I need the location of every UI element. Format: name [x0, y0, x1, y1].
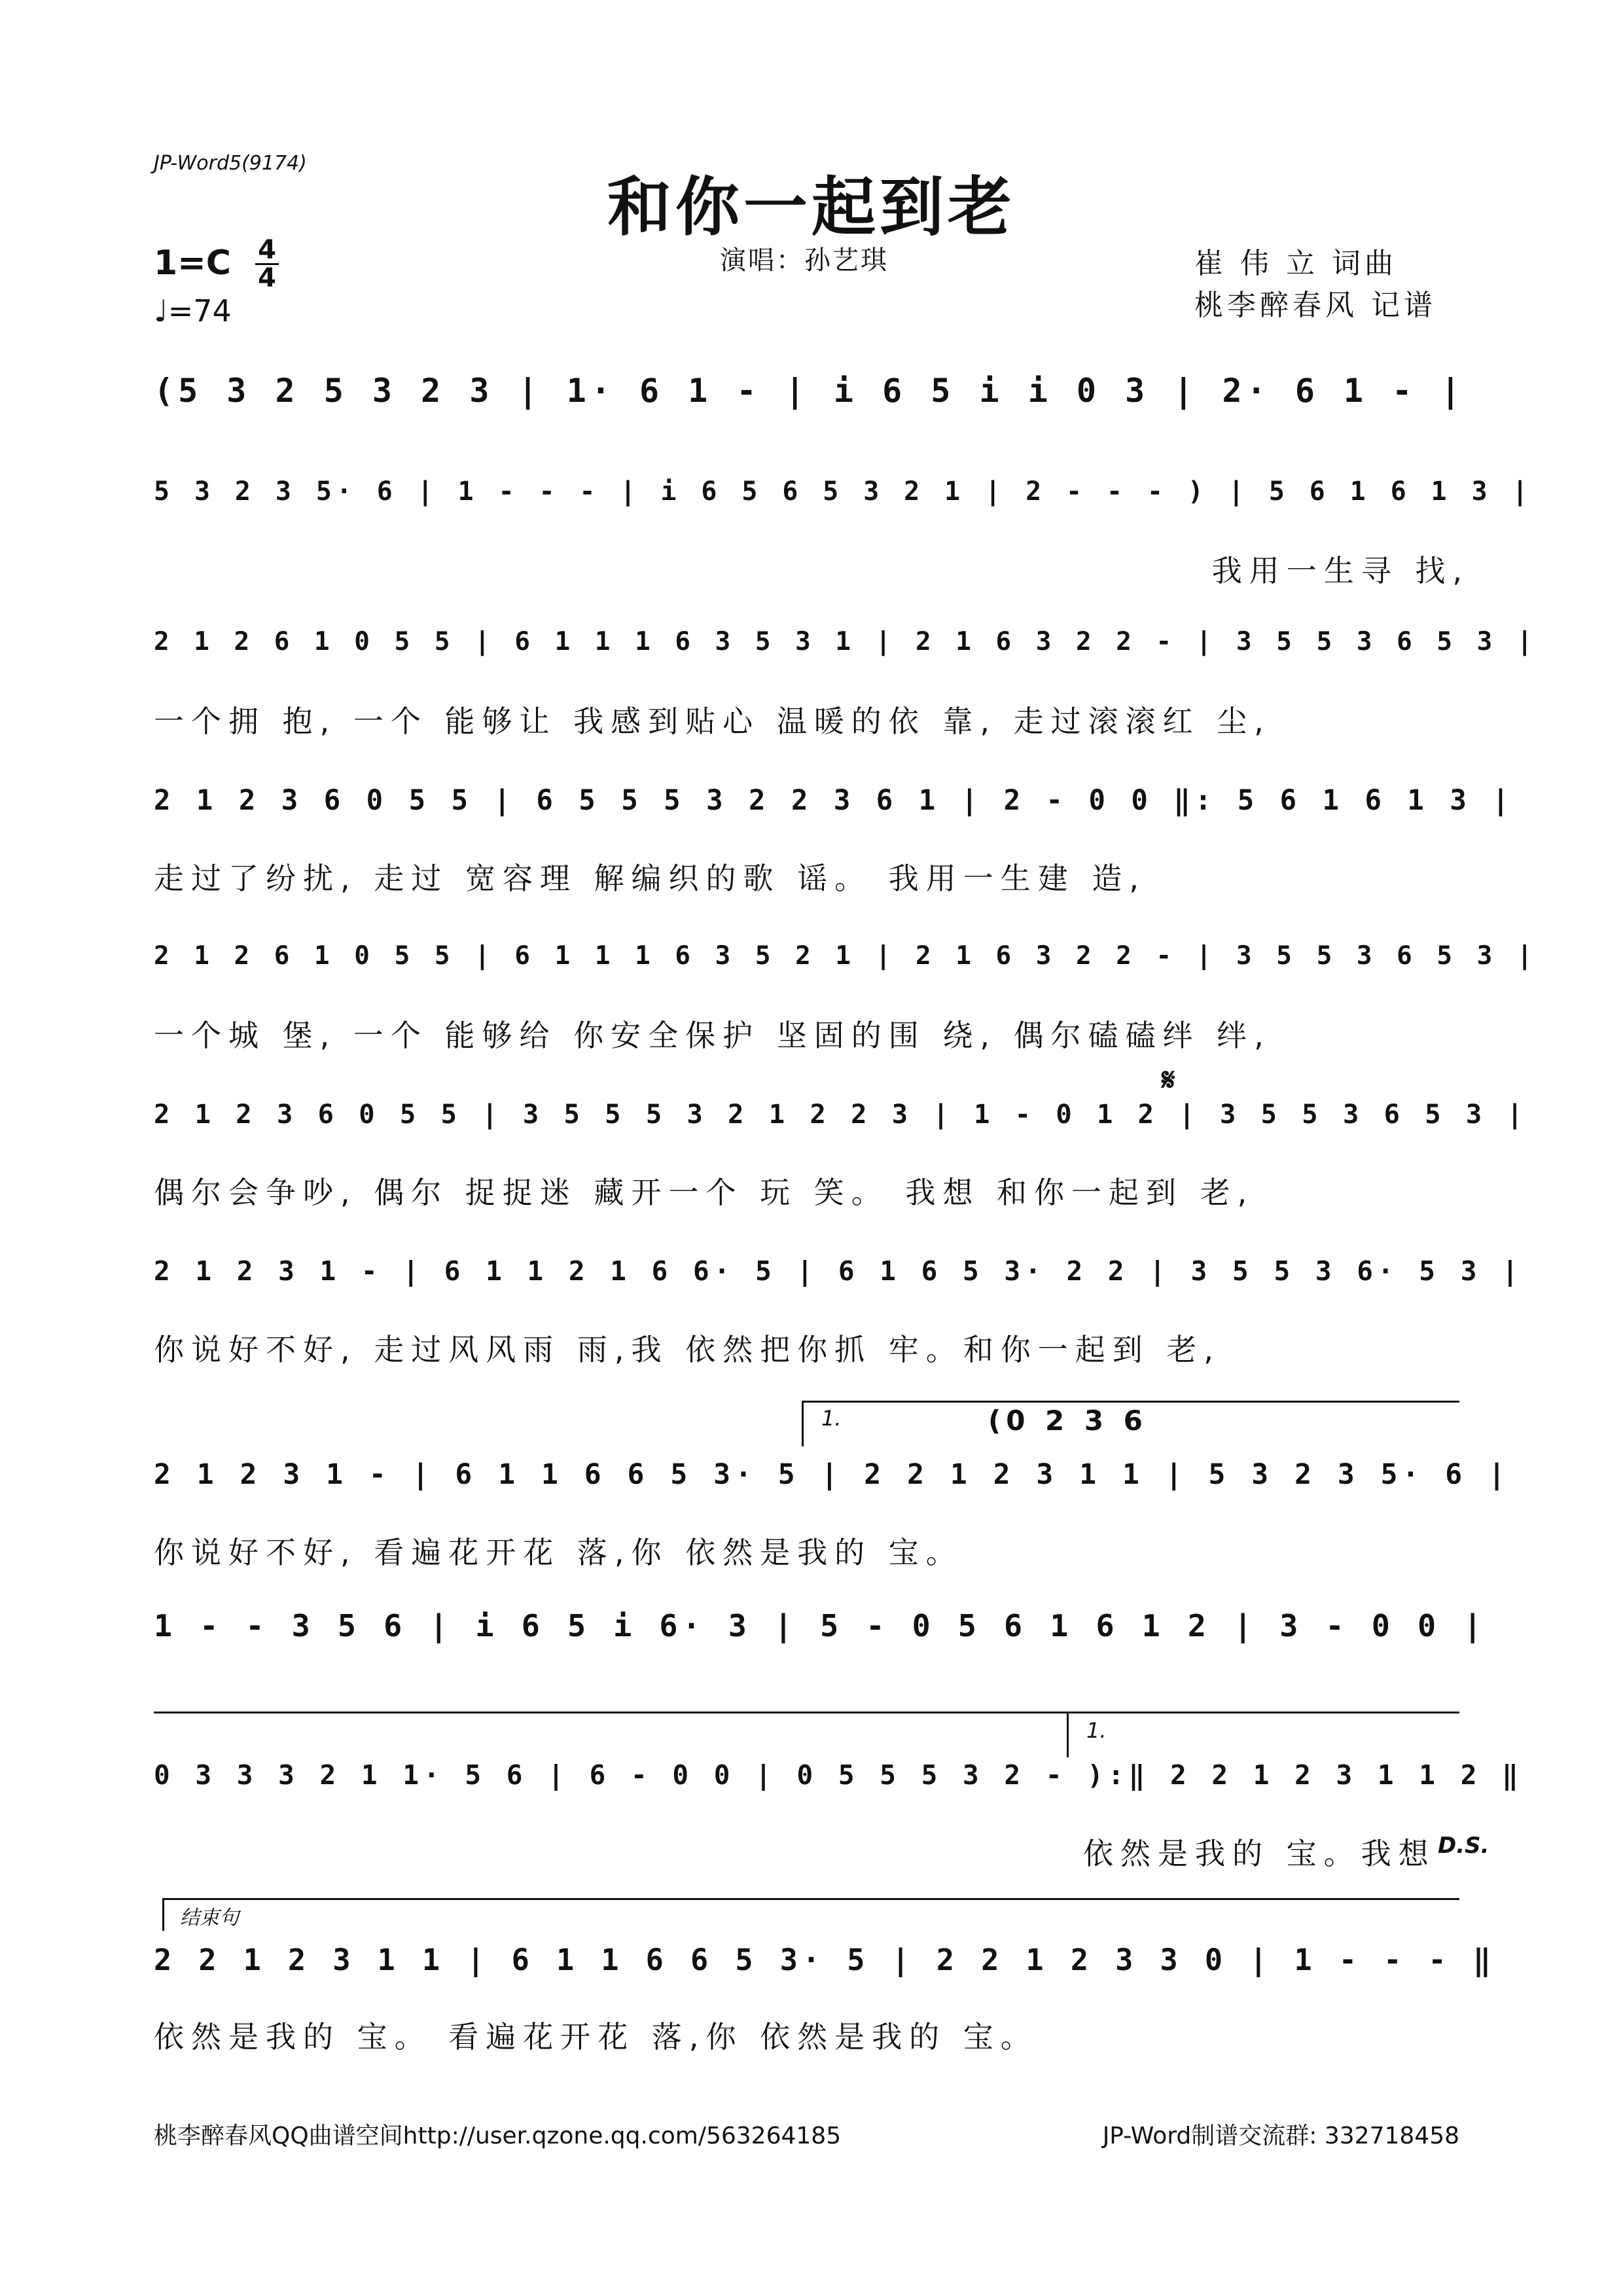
volta-label: 1.	[1086, 1718, 1107, 1743]
transcriber-credit: 桃李醉春风 记谱	[1194, 289, 1436, 322]
time-signature-bottom: 4	[258, 263, 276, 293]
lyrics-line: 一个拥 抱, 一个 能够让 我感到贴心 温暖的依 靠, 走过滚滚红 尘,	[154, 704, 1271, 739]
ending-bracket-top	[162, 1898, 1459, 1900]
ending-label: 结束句	[180, 1907, 239, 1929]
notes-line: 2 1 2 3 6 0 5 5 | 6 5 5 5 3 2 2 3 6 1 | 2 - 0 0 ‖: 5 6 1 6 1 3 |	[154, 784, 1514, 816]
notes-line: (5 3 2 5 3 2 3 | 1· 6 1 - | i 6 5 i i 0 3 | 2· 6 1 - |	[154, 372, 1465, 410]
song-title: 和你一起到老	[607, 170, 1016, 245]
time-signature-top: 4	[258, 235, 276, 265]
lyrics-line: 偶尔会争吵, 偶尔 捉捉迷 藏开一个 玩 笑。 我想 和你一起到 老,	[154, 1175, 1255, 1210]
lyricist-composer-credit: 崔 伟 立 词曲	[1194, 247, 1397, 280]
tempo-marking: ♩=74	[154, 293, 232, 329]
key-signature: 1=C	[154, 243, 231, 283]
lyrics-line: 一个城 堡, 一个 能够给 你安全保护 坚固的围 绕, 偶尔磕磕绊 绊,	[154, 1018, 1271, 1053]
lyrics-line: 依然是我的 宝。我想	[1083, 1836, 1436, 1871]
volta-bracket-left	[802, 1401, 804, 1446]
segno-sign: 𝄋	[1162, 1062, 1175, 1098]
lyrics-line: 你说好不好, 走过风风雨 雨,我 依然把你抓 牢。和你一起到 老,	[154, 1332, 1221, 1367]
notes-line: 2 1 2 3 6 0 5 5 | 3 5 5 5 3 2 1 2 2 3 | 1 - 0 1 2 | 3 5 5 3 6 5 3 |	[154, 1098, 1527, 1130]
bracket-top-line	[154, 1712, 1067, 1713]
singer-credit: 演唱：孙艺琪	[720, 245, 889, 276]
notes-line: 5 3 2 3 5· 6 | 1 - - - | i 6 5 6 5 3 2 1 | 2 - - - ) | 5 6 1 6 1 3 |	[154, 476, 1533, 507]
notes-line: 2 1 2 6 1 0 5 5 | 6 1 1 1 6 3 5 3 1 | 2 1 6 3 2 2 - | 3 5 5 3 6 5 3 |	[154, 627, 1537, 656]
inserted-phrase: (0 2 3 6	[988, 1405, 1148, 1437]
notes-line: 2 1 2 3 1 - | 6 1 1 2 1 6 6· 5 | 6 1 6 5 3· 2 2 | 3 5 5 3 6· 5 3 |	[154, 1255, 1523, 1287]
notes-line: 0 3 3 3 2 1 1· 5 6 | 6 - 0 0 | 0 5 5 5 3 2 - ):‖ 2 2 1 2 3 1 1 2 ‖	[154, 1759, 1523, 1791]
volta-bracket-left	[1067, 1712, 1069, 1757]
lyrics-line: 我用一生寻 找,	[1211, 553, 1469, 588]
volta-bracket-top	[1067, 1712, 1459, 1713]
lyrics-line: 依然是我的 宝。 看遍花开花 落,你 依然是我的 宝。	[154, 2019, 1038, 2054]
lyrics-line: 走过了纷扰, 走过 宽容理 解编织的歌 谣。 我用一生建 造,	[154, 861, 1146, 896]
ending-bracket-left	[162, 1898, 164, 1931]
da-segno-marking: D.S.	[1438, 1833, 1489, 1859]
notes-line: 2 2 1 2 3 1 1 | 6 1 1 6 6 5 3· 5 | 2 2 1 2 3 3 0 | 1 - - - ‖	[154, 1943, 1496, 1977]
volta-label: 1.	[821, 1406, 842, 1431]
software-label: JP-Word5(9174)	[154, 152, 307, 175]
footer-group-info: JP-Word制谱交流群: 332718458	[1102, 2123, 1459, 2149]
notes-line: 1 - - 3 5 6 | i 6 5 i 6· 3 | 5 - 0 5 6 1 6 1 2 | 3 - 0 0 |	[154, 1609, 1487, 1644]
notes-line: 2 1 2 3 1 - | 6 1 1 6 6 5 3· 5 | 2 2 1 2 3 1 1 | 5 3 2 3 5· 6 |	[154, 1458, 1510, 1491]
time-signature	[255, 237, 279, 291]
footer-source-link[interactable]: 桃李醉春风QQ曲谱空间http://user.qzone.qq.com/563264185	[154, 2123, 842, 2149]
notes-line: 2 1 2 6 1 0 5 5 | 6 1 1 1 6 3 5 2 1 | 2 1 6 3 2 2 - | 3 5 5 3 6 5 3 |	[154, 941, 1537, 971]
lyrics-line: 你说好不好, 看遍花开花 落,你 依然是我的 宝。	[154, 1535, 963, 1570]
volta-bracket-top	[802, 1401, 1459, 1403]
